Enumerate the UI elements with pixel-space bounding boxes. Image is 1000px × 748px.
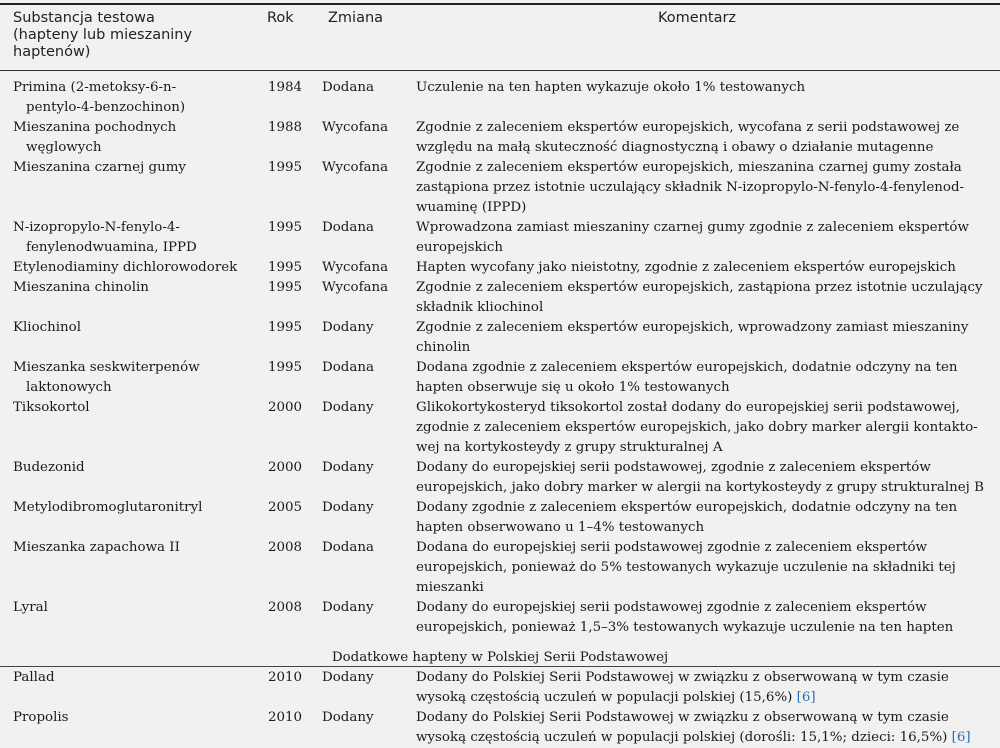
cell-comment-line: wuaminę (IPPD) bbox=[416, 200, 527, 215]
cell-change: Dodany bbox=[322, 670, 374, 685]
header-substance bbox=[13, 10, 253, 61]
cell-substance-line: Mieszanina pochodnych bbox=[13, 120, 177, 135]
cell-comment-line: Dodana zgodnie z zaleceniem ekspertów europejskich, dodatnie odczyny na ten bbox=[416, 360, 958, 375]
header-substance-line: (hapteny lub mieszaniny bbox=[13, 27, 193, 43]
cell-year: 1988 bbox=[268, 120, 303, 135]
cell-comment-line: Hapten wycofany jako nieistotny, zgodnie z zaleceniem ekspertów europejskich bbox=[416, 260, 956, 275]
cell-substance-line: N-izopropylo-N-fenylo-4- bbox=[13, 220, 180, 235]
cell-comment-line: zastąpiona przez istotnie uczulający składnik N-izopropylo-N-fenylo-4-fenylenod- bbox=[416, 180, 965, 195]
cell-change: Wycofana bbox=[322, 120, 389, 135]
cell-comment-line: hapten obserwowano u 1–4% testowanych bbox=[416, 520, 705, 535]
cell-year: 1995 bbox=[268, 360, 303, 375]
cell-comment-line: zgodnie z zaleceniem ekspertów europejskich, jako dobry marker alergii kontakto- bbox=[416, 420, 978, 435]
cell-change: Dodany bbox=[322, 460, 374, 475]
cell-substance-line: Mieszanina czarnej gumy bbox=[13, 160, 186, 175]
cell-substance-line: Mieszanka zapachowa II bbox=[13, 540, 180, 555]
reference-link[interactable]: [6] bbox=[951, 730, 971, 745]
cell-year: 2008 bbox=[268, 540, 303, 555]
cell-comment-text: wysoką częstością uczuleń w populacji polskiej (dorośli: 15,1%; dzieci: 16,5%) bbox=[416, 730, 948, 745]
cell-substance-line: Metylodibromoglutaronitryl bbox=[13, 500, 203, 515]
section-rule bbox=[0, 666, 1000, 667]
cell-substance-line: Mieszanina chinolin bbox=[13, 280, 149, 295]
cell-change: Dodana bbox=[322, 220, 374, 235]
cell-comment bbox=[416, 398, 992, 458]
cell-comment-line: Wprowadzona zamiast mieszaniny czarnej gumy zgodnie z zaleceniem ekspertów bbox=[416, 220, 969, 235]
cell-comment bbox=[416, 498, 992, 538]
cell-substance-line: pentylo-4-benzochinon) bbox=[26, 100, 186, 115]
cell-comment-line: Dodany do Polskiej Serii Podstawowej w związku z obserwowaną w tym czasie bbox=[416, 670, 949, 685]
cell-substance bbox=[13, 398, 258, 418]
cell-comment bbox=[416, 278, 992, 318]
cell-comment-line: europejskich, ponieważ 1,5–3% testowanych wykazuje uczulenie na ten hapten bbox=[416, 620, 954, 635]
cell-comment-line: Dodany do europejskiej serii podstawowej zgodnie z zaleceniem ekspertów bbox=[416, 600, 927, 615]
cell-year: 2005 bbox=[268, 500, 303, 515]
cell-substance-line: Primina (2-metoksy-6-n- bbox=[13, 80, 177, 95]
cell-substance bbox=[13, 358, 258, 398]
cell-comment bbox=[416, 598, 992, 638]
cell-year: 2010 bbox=[268, 710, 303, 725]
cell-comment bbox=[416, 318, 992, 358]
section-title: Dodatkowe hapteny w Polskiej Serii Podstawowej bbox=[331, 650, 669, 665]
cell-substance bbox=[13, 458, 258, 478]
cell-substance: Propolis bbox=[13, 710, 69, 725]
cell-comment-line: względu na małą skuteczność diagnostyczną i obawy o działanie mutagenne bbox=[416, 140, 934, 155]
table-top-rule bbox=[0, 3, 1000, 5]
cell-year: 2010 bbox=[268, 670, 303, 685]
cell-substance bbox=[13, 318, 258, 338]
cell-year: 1995 bbox=[268, 260, 303, 275]
cell-substance-line: Mieszanka seskwiterpenów bbox=[13, 360, 200, 375]
header-change: Zmiana bbox=[328, 10, 384, 26]
cell-substance-line: Tiksokortol bbox=[13, 400, 90, 415]
cell-comment-line: hapten obserwuje się u około 1% testowanych bbox=[416, 380, 730, 395]
cell-comment-line: chinolin bbox=[416, 340, 471, 355]
cell-comment bbox=[416, 118, 992, 158]
cell-substance bbox=[13, 598, 258, 618]
cell-comment-line: europejskich bbox=[416, 240, 504, 255]
cell-comment-line: Uczulenie na ten hapten wykazuje około 1% testowanych bbox=[416, 80, 806, 95]
cell-change: Dodana bbox=[322, 80, 374, 95]
cell-year: 1995 bbox=[268, 160, 303, 175]
cell-change: Wycofana bbox=[322, 280, 389, 295]
cell-change: Dodana bbox=[322, 360, 374, 375]
cell-change: Dodany bbox=[322, 320, 374, 335]
cell-change: Wycofana bbox=[322, 260, 389, 275]
cell-substance-line: Budezonid bbox=[13, 460, 85, 475]
cell-change: Dodana bbox=[322, 540, 374, 555]
cell-change: Dodany bbox=[322, 500, 374, 515]
cell-year: 1984 bbox=[268, 80, 303, 95]
cell-comment-line: Zgodnie z zaleceniem ekspertów europejskich, wycofana z serii podstawowej ze bbox=[416, 120, 960, 135]
cell-substance bbox=[13, 258, 258, 278]
cell-substance bbox=[13, 278, 258, 298]
cell-comment-line: europejskich, ponieważ do 5% testowanych wykazuje uczulenie na składniki tej bbox=[416, 560, 956, 575]
cell-substance bbox=[13, 538, 258, 558]
cell-comment bbox=[416, 218, 992, 258]
cell-substance bbox=[13, 158, 258, 178]
cell-comment-line: Dodany zgodnie z zaleceniem ekspertów europejskich, dodatnie odczyny na ten bbox=[416, 500, 958, 515]
cell-year: 1995 bbox=[268, 220, 303, 235]
cell-comment-line: europejskich, jako dobry marker w alergii na kortykosteydy z grupy strukturalnej B bbox=[416, 480, 984, 495]
cell-comment-line: Glikokortykosteryd tiksokortol został dodany do europejskiej serii podstawowej, bbox=[416, 400, 960, 415]
cell-comment-line: wej na kortykosteydy z grupy strukturalnej A bbox=[416, 440, 723, 455]
cell-change: Dodany bbox=[322, 400, 374, 415]
reference-link[interactable]: [6] bbox=[796, 690, 816, 705]
cell-comment bbox=[416, 258, 992, 278]
cell-substance: Pallad bbox=[13, 670, 55, 685]
cell-change: Wycofana bbox=[322, 160, 389, 175]
cell-substance-line: laktonowych bbox=[26, 380, 112, 395]
cell-comment bbox=[416, 158, 992, 218]
cell-comment-line: Zgodnie z zaleceniem ekspertów europejskich, zastąpiona przez istotnie uczulający bbox=[416, 280, 983, 295]
cell-substance bbox=[13, 118, 258, 158]
cell-substance-line: Etylenodiaminy dichlorowodorek bbox=[13, 260, 238, 275]
cell-comment-text: wysoką częstością uczuleń w populacji polskiej (15,6%) bbox=[416, 690, 793, 705]
cell-comment bbox=[416, 538, 992, 598]
table-header bbox=[0, 8, 1000, 71]
header-year: Rok bbox=[267, 10, 294, 26]
cell-change: Dodany bbox=[322, 600, 374, 615]
cell-comment-line: Dodana do europejskiej serii podstawowej zgodnie z zaleceniem ekspertów bbox=[416, 540, 927, 555]
cell-year: 2008 bbox=[268, 600, 303, 615]
header-comment: Komentarz bbox=[658, 10, 737, 26]
cell-comment-line: Dodany do Polskiej Serii Podstawowej w związku z obserwowaną w tym czasie bbox=[416, 710, 949, 725]
cell-change: Dodany bbox=[322, 710, 374, 725]
cell-year: 2000 bbox=[268, 400, 303, 415]
cell-comment-line: składnik kliochinol bbox=[416, 300, 544, 315]
cell-substance bbox=[13, 498, 258, 518]
cell-substance-line: węglowych bbox=[26, 140, 102, 155]
cell-substance bbox=[13, 218, 258, 258]
cell-comment bbox=[416, 78, 992, 98]
cell-substance-line: Lyral bbox=[13, 600, 48, 615]
header-substance-line: Substancja testowa bbox=[13, 10, 155, 26]
cell-substance bbox=[13, 78, 258, 118]
cell-year: 2000 bbox=[268, 460, 303, 475]
cell-year: 1995 bbox=[268, 320, 303, 335]
cell-comment-line: Zgodnie z zaleceniem ekspertów europejskich, wprowadzony zamiast mieszaniny bbox=[416, 320, 969, 335]
cell-comment-line bbox=[416, 728, 992, 748]
cell-comment bbox=[416, 668, 992, 708]
cell-comment bbox=[416, 458, 992, 498]
cell-substance-line: fenylenodwuamina, IPPD bbox=[26, 240, 197, 255]
cell-comment-line: Zgodnie z zaleceniem ekspertów europejskich, mieszanina czarnej gumy została bbox=[416, 160, 962, 175]
cell-comment bbox=[416, 358, 992, 398]
header-substance-line: haptenów) bbox=[13, 44, 91, 60]
cell-year: 1995 bbox=[268, 280, 303, 295]
cell-comment-line bbox=[416, 688, 992, 708]
cell-comment-line: Dodany do europejskiej serii podstawowej, zgodnie z zaleceniem ekspertów bbox=[416, 460, 931, 475]
cell-substance-line: Kliochinol bbox=[13, 320, 82, 335]
cell-comment bbox=[416, 708, 992, 748]
cell-comment-line: mieszanki bbox=[416, 580, 484, 595]
